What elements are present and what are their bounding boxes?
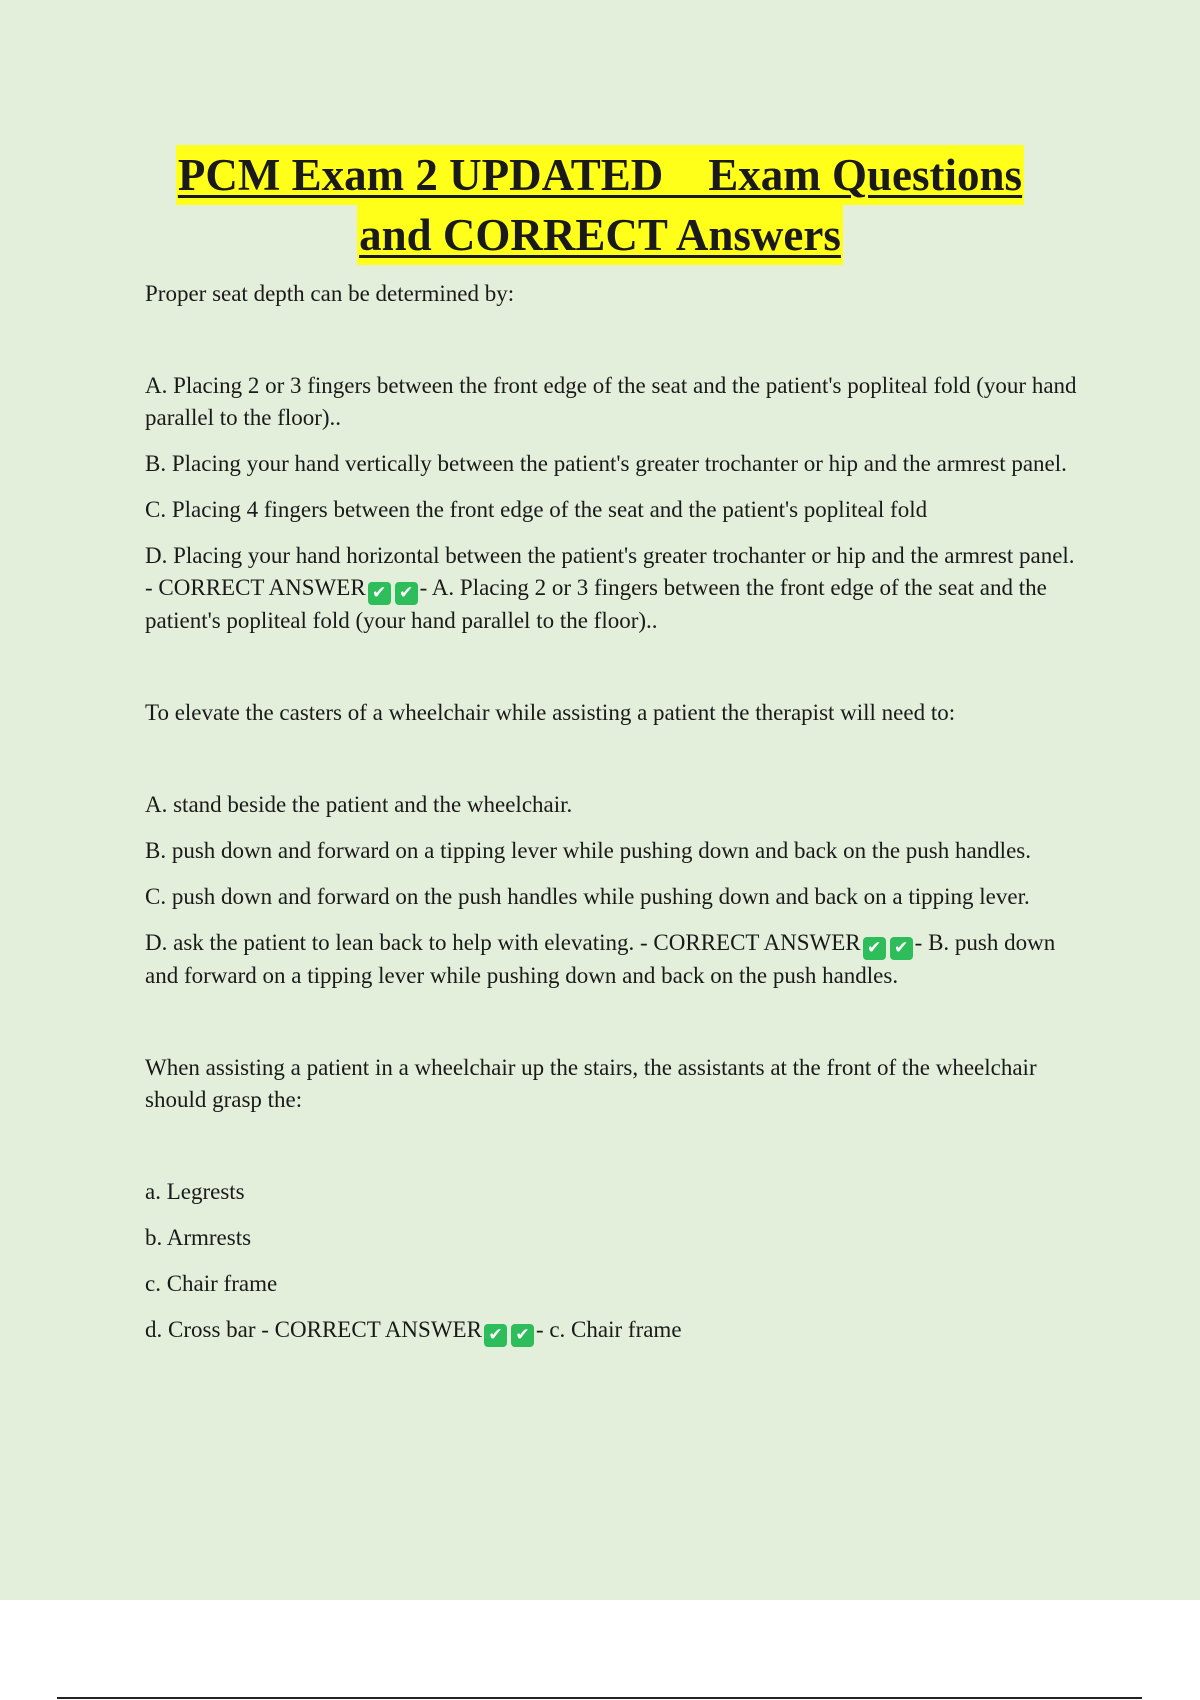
answer-option: b. Armrests — [145, 1225, 252, 1250]
question-prompt: Proper seat depth can be determined by: — [145, 281, 515, 306]
answer-option-with-correct-answer — [145, 540, 1085, 637]
questions-list — [145, 278, 1085, 1361]
check-mark-icon: ✔ — [890, 937, 913, 960]
check-mark-icon: ✔ — [484, 1324, 507, 1347]
question-prompt: When assisting a patient in a wheelchair up the stairs, the assistants at the front of the wheelchair should grasp the: — [145, 1055, 1037, 1112]
answer-option-text: D. ask the patient to lean back to help with elevating. - CORRECT ANSWER — [145, 930, 861, 955]
answer-option: C. push down and forward on the push handles while pushing down and back on a tipping lever. — [145, 884, 1030, 909]
question-prompt: To elevate the casters of a wheelchair while assisting a patient the therapist will need to: — [145, 700, 956, 725]
question-block — [145, 1052, 1085, 1347]
title-line-1: PCM Exam 2 UPDATED Exam Questions — [176, 145, 1024, 205]
correct-answer-text: - B. push down and forward on a tipping lever while pushing down and back on the push handles. — [145, 930, 1056, 988]
answer-option-text: d. Cross bar - CORRECT ANSWER — [145, 1317, 482, 1342]
answer-option: c. Chair frame — [145, 1271, 278, 1296]
correct-answer-text: - c. Chair frame — [535, 1317, 682, 1342]
answer-option-with-correct-answer — [145, 1314, 1085, 1347]
question-block — [145, 697, 1085, 992]
check-mark-icon: ✔ — [863, 937, 886, 960]
title-line-2: and CORRECT Answers — [357, 205, 843, 265]
answer-option-with-correct-answer — [145, 927, 1085, 992]
answer-option: a. Legrests — [145, 1179, 245, 1204]
answer-option: B. Placing your hand vertically between the patient's greater trochanter or hip and the armrest panel. — [145, 451, 1067, 476]
answer-option: A. stand beside the patient and the wheelchair. — [145, 792, 573, 817]
answer-option: A. Placing 2 or 3 fingers between the front edge of the seat and the patient's popliteal fold (your hand parallel to the floor).. — [145, 373, 1077, 430]
document-title — [0, 145, 1200, 265]
correct-answer-text: - A. Placing 2 or 3 fingers between the front edge of the seat and the patient's popliteal fold (your hand parallel to the floor).. — [145, 575, 1047, 633]
answer-option: C. Placing 4 fingers between the front edge of the seat and the patient's popliteal fold — [145, 497, 928, 522]
check-mark-icon: ✔ — [511, 1324, 534, 1347]
check-mark-icon: ✔ — [368, 582, 391, 605]
answer-option: B. push down and forward on a tipping lever while pushing down and back on the push handles. — [145, 838, 1031, 863]
answer-option-text: D. Placing your hand horizontal between the patient's greater trochanter or hip and the armrest panel. - CORRECT ANSWER — [145, 543, 1075, 600]
footer-divider — [57, 1697, 1142, 1699]
check-mark-icon: ✔ — [395, 582, 418, 605]
question-block — [145, 278, 1085, 637]
